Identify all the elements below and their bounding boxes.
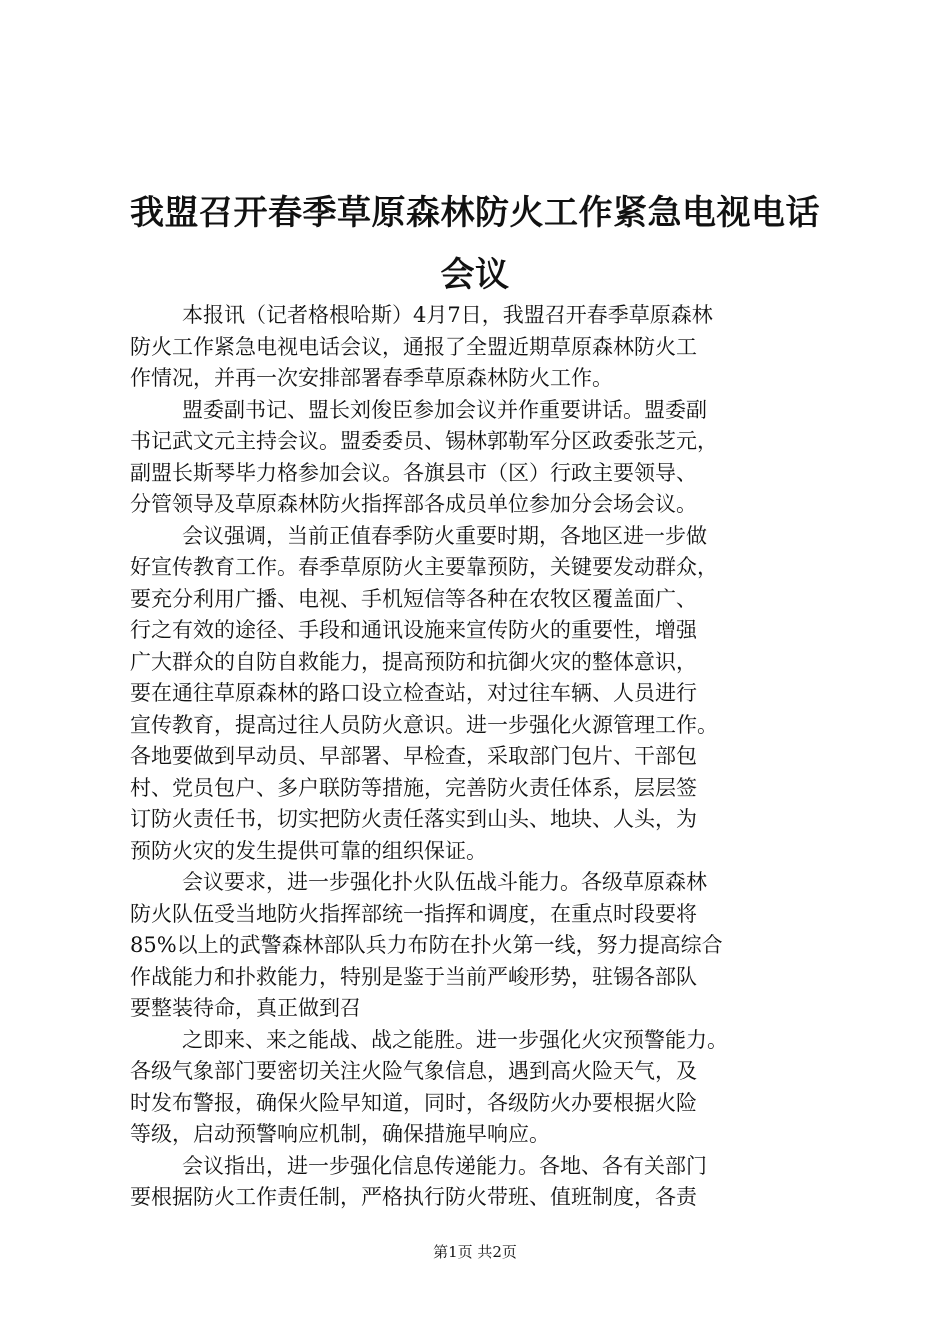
text-line: 预防火灾的发生提供可靠的组织保证。 — [130, 838, 487, 863]
text-line: 订防火责任书，切实把防火责任落实到山头、地块、人头，为 — [130, 807, 697, 831]
text-line: 村、党员包户、多户联防等措施，完善防火责任体系，层层签 — [130, 775, 697, 800]
text-line: 会议指出，进一步强化信息传递能力。各地、各有关部门 — [182, 1153, 707, 1178]
text-line: 本报讯（记者格根哈斯）4月7日，我盟召开春季草原森林 — [182, 303, 713, 327]
text-line: 要在通往草原森林的路口设立检查站，对过往车辆、人员进行 — [130, 681, 697, 705]
text-line: 广大群众的自防自救能力，提高预防和抗御火灾的整体意识， — [130, 649, 697, 674]
text-line: 盟委副书记、盟长刘俊臣参加会议并作重要讲话。盟委副 — [182, 397, 707, 422]
text-line: 时发布警报，确保火险早知道，同时，各级防火办要根据火险 — [130, 1090, 697, 1115]
title-line-2: 会议 — [440, 255, 510, 295]
text-line: 各地要做到早动员、早部署、早检查，采取部门包片、干部包 — [130, 744, 697, 768]
text-line: 宣传教育，提高过往人员防火意识。进一步强化火源管理工作。 — [130, 712, 718, 737]
text-line: 作情况，并再一次安排部署春季草原森林防火工作。 — [130, 366, 613, 390]
text-line: 之即来、来之能战、战之能胜。进一步强化火灾预警能力。 — [182, 1027, 728, 1052]
text-line: 防火工作紧急电视电话会议，通报了全盟近期草原森林防火工 — [130, 334, 697, 359]
text-line: 85%以上的武警森林部队兵力布防在扑火第一线，努力提高综合 — [130, 933, 723, 957]
text-line: 分管领导及草原森林防火指挥部各成员单位参加分会场会议。 — [130, 492, 697, 516]
text-line: 要充分利用广播、电视、手机短信等各种在农牧区覆盖面广、 — [130, 586, 697, 611]
text-line: 要根据防火工作责任制，严格执行防火带班、值班制度，各责 — [130, 1185, 697, 1209]
text-line: 防火队伍受当地防火指挥部统一指挥和调度，在重点时段要将 — [130, 901, 697, 926]
text-line: 各级气象部门要密切关注火险气象信息，遇到高火险天气，及 — [130, 1059, 697, 1083]
page-footer: 第1页 共2页 — [433, 1243, 517, 1261]
text-line: 作战能力和扑救能力，特别是鉴于当前严峻形势，驻锡各部队 — [130, 964, 697, 989]
article-body — [130, 300, 830, 1214]
text-line: 会议强调，当前正值春季防火重要时期，各地区进一步做 — [182, 523, 707, 548]
text-line: 等级，启动预警响应机制，确保措施早响应。 — [130, 1122, 550, 1146]
document-title — [110, 182, 840, 306]
text-line: 副盟长斯琴毕力格参加会议。各旗县市（区）行政主要领导、 — [130, 460, 697, 485]
text-line: 行之有效的途径、手段和通讯设施来宣传防火的重要性，增强 — [130, 618, 697, 642]
text-line: 书记武文元主持会议。盟委委员、锡林郭勒军分区政委张芝元， — [130, 429, 718, 453]
text-line: 好宣传教育工作。春季草原防火主要靠预防，关键要发动群众， — [130, 555, 718, 579]
title-line-1: 我盟召开春季草原森林防火工作紧急电视电话 — [130, 193, 820, 233]
text-line: 要整装待命，真正做到召 — [130, 996, 361, 1020]
text-line: 会议要求，进一步强化扑火队伍战斗能力。各级草原森林 — [182, 870, 707, 894]
